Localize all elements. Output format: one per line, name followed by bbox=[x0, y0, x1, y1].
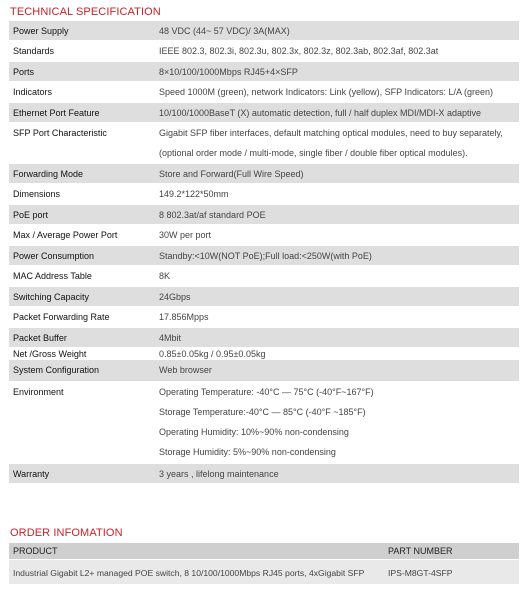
spec-value: 17.856Mpps bbox=[159, 312, 209, 322]
product-cell: Industrial Gigabit L2+ managed POE switch, 8 10/100/1000Mbps RJ45 ports, 4xGigabit SFP bbox=[13, 568, 365, 578]
spec-row bbox=[9, 464, 519, 483]
order-section-title: ORDER INFOMATION bbox=[10, 527, 123, 539]
spec-value: IEEE 802.3, 802.3i, 802.3u, 802.3x, 802.3z, 802.3ab, 802.3af, 802.3at bbox=[159, 46, 439, 56]
product-column-header: PRODUCT bbox=[13, 546, 58, 556]
spec-row bbox=[9, 164, 519, 183]
spec-row bbox=[9, 21, 519, 40]
spec-row bbox=[9, 328, 519, 347]
spec-value: 24Gbps bbox=[159, 292, 191, 302]
spec-value: 4Mbit bbox=[159, 333, 182, 343]
spec-value: 8×10/100/1000Mbps RJ45+4×SFP bbox=[159, 67, 298, 77]
spec-label: Power Supply bbox=[13, 26, 69, 36]
spec-value: Storage Humidity: 5%~90% non-condensing bbox=[159, 447, 336, 457]
spec-label: PoE port bbox=[13, 210, 49, 220]
spec-value: Operating Humidity: 10%~90% non-condensing bbox=[159, 427, 349, 437]
spec-label: Forwarding Mode bbox=[13, 169, 84, 179]
spec-value: (optional order mode / multi-mode, single fiber / double fiber optical modules). bbox=[159, 148, 468, 158]
spec-value: Speed 1000M (green), network Indicators: Link (yellow), SFP Indicators: L/A (green) bbox=[159, 87, 493, 97]
spec-row bbox=[9, 360, 519, 381]
spec-label: Ethernet Port Feature bbox=[13, 108, 100, 118]
spec-row bbox=[9, 62, 519, 81]
spec-value: 30W per port bbox=[159, 230, 212, 240]
spec-label: Environment bbox=[13, 387, 64, 397]
spec-label: Packet Forwarding Rate bbox=[13, 312, 110, 322]
spec-row bbox=[9, 287, 519, 306]
spec-value: 149.2*122*50mm bbox=[159, 189, 229, 199]
order-table-header bbox=[9, 543, 519, 559]
spec-row bbox=[9, 41, 519, 61]
spec-label: Power Consumption bbox=[13, 251, 95, 261]
spec-row bbox=[9, 103, 519, 122]
spec-value: Store and Forward(Full Wire Speed) bbox=[159, 169, 304, 179]
spec-label: System Configuration bbox=[13, 365, 100, 375]
spec-label: Max / Average Power Port bbox=[13, 230, 118, 240]
spec-value: 0.85±0.05kg / 0.95±0.05kg bbox=[159, 349, 266, 359]
spec-label: Warranty bbox=[13, 469, 50, 479]
spec-value: 3 years , lifelong maintenance bbox=[159, 469, 279, 479]
spec-value: Storage Temperature:-40°C — 85°C (-40°F ~185°F) bbox=[159, 407, 366, 417]
spec-label: MAC Address Table bbox=[13, 271, 92, 281]
spec-value: 10/100/1000BaseT (X) automatic detection, full / half duplex MDI/MDI-X adaptive bbox=[159, 108, 482, 118]
spec-section-title: TECHNICAL SPECIFICATION bbox=[10, 6, 161, 18]
spec-value: 8 802.3at/af standard POE bbox=[159, 210, 266, 220]
spec-row bbox=[9, 82, 519, 102]
spec-label: SFP Port Characteristic bbox=[13, 128, 107, 138]
spec-value: Web browser bbox=[159, 365, 212, 375]
spec-value: 8K bbox=[159, 271, 171, 281]
spec-value: Operating Temperature: -40°C — 75°C (-40°F~167°F) bbox=[159, 387, 374, 397]
spec-row bbox=[9, 205, 519, 224]
spec-row bbox=[9, 266, 519, 286]
part-number-column-header: PART NUMBER bbox=[388, 546, 453, 556]
spec-label: Switching Capacity bbox=[13, 292, 90, 302]
spec-row bbox=[9, 184, 519, 204]
spec-label: Indicators bbox=[13, 87, 53, 97]
spec-row bbox=[9, 246, 519, 265]
spec-row bbox=[9, 225, 519, 245]
spec-label: Packet Buffer bbox=[13, 333, 67, 343]
spec-value: Standby:<10W(NOT PoE);Full load:<250W(with PoE) bbox=[159, 251, 372, 261]
spec-value: 48 VDC (44~ 57 VDC)/ 3A(MAX) bbox=[159, 26, 290, 36]
spec-row bbox=[9, 307, 519, 327]
spec-row bbox=[9, 348, 519, 359]
spec-value: Gigabit SFP fiber interfaces, default matching optical modules, need to buy separately, bbox=[159, 128, 503, 138]
spec-row bbox=[9, 123, 519, 163]
spec-row bbox=[9, 382, 519, 463]
order-table-row bbox=[9, 560, 519, 584]
spec-label: Dimensions bbox=[13, 189, 61, 199]
part-number-cell: IPS-M8GT-4SFP bbox=[388, 568, 453, 578]
spec-label: Ports bbox=[13, 67, 35, 77]
spec-label: Net /Gross Weight bbox=[13, 349, 87, 359]
spec-label: Standards bbox=[13, 46, 55, 56]
